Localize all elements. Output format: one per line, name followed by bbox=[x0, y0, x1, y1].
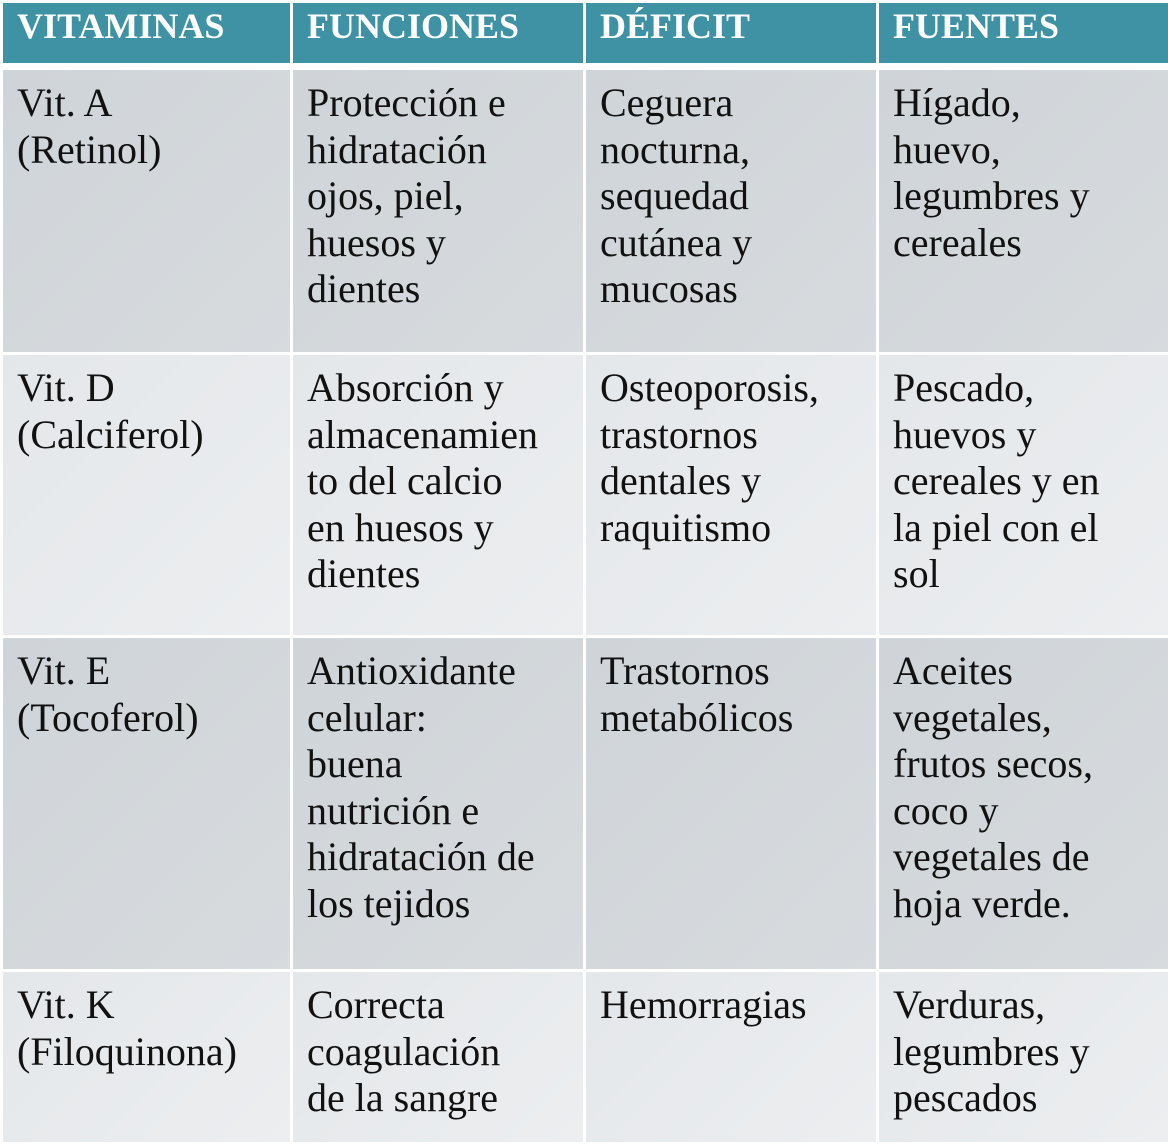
header-deficit: DÉFICIT bbox=[585, 2, 878, 67]
cell-function: Correcta coagulación de la sangre bbox=[292, 971, 585, 1144]
cell-deficit: Osteoporosis, trastornos dentales y raquitismo bbox=[585, 354, 878, 637]
cell-sources: Verduras, legumbres y pescados bbox=[878, 971, 1168, 1144]
cell-vitamin: Vit. A (Retinol) bbox=[2, 67, 292, 354]
cell-vitamin: Vit. E (Tocoferol) bbox=[2, 637, 292, 971]
table-row bbox=[2, 971, 1168, 1144]
table-row bbox=[2, 67, 1168, 354]
cell-deficit: Hemorragias bbox=[585, 971, 878, 1144]
header-vitaminas: VITAMINAS bbox=[2, 2, 292, 67]
cell-function: Antioxidante celular: buena nutrición e hidratación de los tejidos bbox=[292, 637, 585, 971]
table-row bbox=[2, 637, 1168, 971]
header-row bbox=[2, 2, 1168, 67]
cell-vitamin: Vit. D (Calciferol) bbox=[2, 354, 292, 637]
header-funciones: FUNCIONES bbox=[292, 2, 585, 67]
cell-deficit: Trastornos metabólicos bbox=[585, 637, 878, 971]
cell-function: Absorción y almacenamien to del calcio en huesos y dientes bbox=[292, 354, 585, 637]
header-fuentes: FUENTES bbox=[878, 2, 1168, 67]
cell-deficit: Ceguera nocturna, sequedad cutánea y mucosas bbox=[585, 67, 878, 354]
cell-function: Protección e hidratación ojos, piel, huesos y dientes bbox=[292, 67, 585, 354]
table-row bbox=[2, 354, 1168, 637]
cell-vitamin: Vit. K (Filoquinona) bbox=[2, 971, 292, 1144]
cell-sources: Aceites vegetales, frutos secos, coco y vegetales de hoja verde. bbox=[878, 637, 1168, 971]
cell-sources: Hígado, huevo, legumbres y cereales bbox=[878, 67, 1168, 354]
cell-sources: Pescado, huevos y cereales y en la piel con el sol bbox=[878, 354, 1168, 637]
